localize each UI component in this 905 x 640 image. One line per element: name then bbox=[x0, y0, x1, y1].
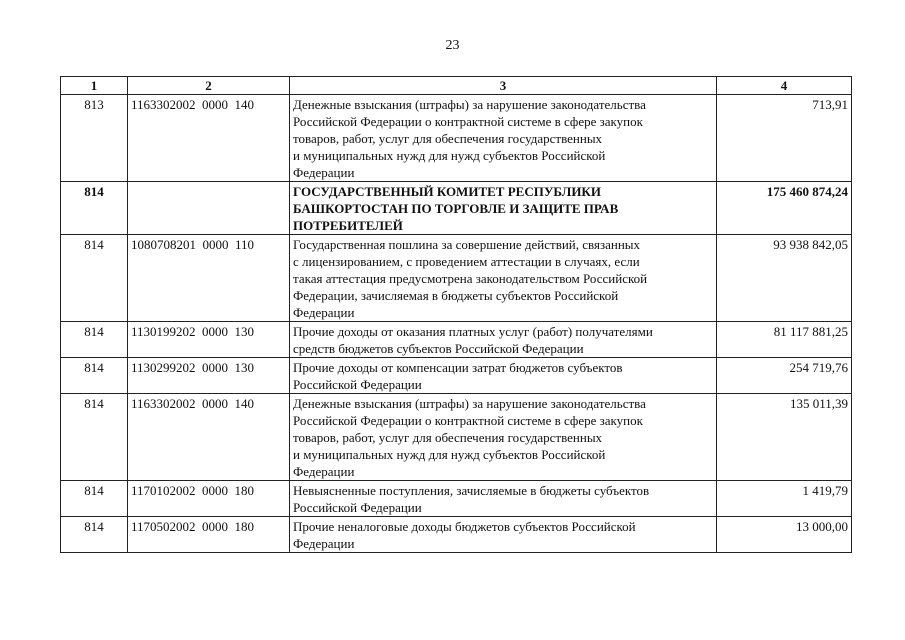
description-line: Российской Федерации bbox=[293, 377, 422, 392]
admin-code: 814 bbox=[61, 517, 128, 553]
budget-code: 1170502002 0000 180 bbox=[128, 517, 290, 553]
admin-code: 814 bbox=[61, 481, 128, 517]
revenue-table bbox=[60, 76, 852, 553]
budget-code bbox=[128, 182, 290, 235]
page-number: 23 bbox=[445, 38, 460, 53]
description-line: средств бюджетов субъектов Российской Федерации bbox=[293, 341, 584, 356]
description-line: Прочие доходы от оказания платных услуг (работ) получателями bbox=[293, 324, 653, 339]
description bbox=[290, 235, 717, 322]
description bbox=[290, 322, 717, 358]
amount: 81 117 881,25 bbox=[717, 322, 852, 358]
description-line: Прочие доходы от компенсации затрат бюджетов субъектов bbox=[293, 360, 623, 375]
description-line: Денежные взыскания (штрафы) за нарушение законодательства bbox=[293, 396, 646, 411]
description-line: Прочие неналоговые доходы бюджетов субъектов Российской bbox=[293, 519, 636, 534]
budget-code: 1170102002 0000 180 bbox=[128, 481, 290, 517]
header-row bbox=[61, 77, 852, 95]
description-line: Федерации bbox=[293, 536, 355, 551]
description bbox=[290, 182, 717, 235]
description-line: Невыясненные поступления, зачисляемые в бюджеты субъектов bbox=[293, 483, 650, 498]
header-col-3: 3 bbox=[290, 77, 717, 95]
description-line: и муниципальных нужд для нужд субъектов Российской bbox=[293, 447, 606, 462]
budget-code: 1130299202 0000 130 bbox=[128, 358, 290, 394]
table-row bbox=[61, 481, 852, 517]
header-col-4: 4 bbox=[717, 77, 852, 95]
amount: 254 719,76 bbox=[717, 358, 852, 394]
table-row-section bbox=[61, 182, 852, 235]
header-col-1: 1 bbox=[61, 77, 128, 95]
description bbox=[290, 358, 717, 394]
description-line: Федерации bbox=[293, 464, 355, 479]
admin-code: 814 bbox=[61, 322, 128, 358]
admin-code: 814 bbox=[61, 182, 128, 235]
budget-code: 1080708201 0000 110 bbox=[128, 235, 290, 322]
admin-code: 814 bbox=[61, 235, 128, 322]
description-line: ГОСУДАРСТВЕННЫЙ КОМИТЕТ РЕСПУБЛИКИ bbox=[293, 184, 601, 199]
header-col-2: 2 bbox=[128, 77, 290, 95]
description-line: Российской Федерации bbox=[293, 500, 422, 515]
budget-code: 1163302002 0000 140 bbox=[128, 394, 290, 481]
description-line: и муниципальных нужд для нужд субъектов Российской bbox=[293, 148, 606, 163]
description-line: Денежные взыскания (штрафы) за нарушение законодательства bbox=[293, 97, 646, 112]
description-line: с лицензированием, с проведением аттестации в случаях, если bbox=[293, 254, 640, 269]
description-line: Государственная пошлина за совершение действий, связанных bbox=[293, 237, 641, 252]
description bbox=[290, 394, 717, 481]
table-row bbox=[61, 517, 852, 553]
amount: 1 419,79 bbox=[717, 481, 852, 517]
description-line: ПОТРЕБИТЕЛЕЙ bbox=[293, 218, 403, 233]
table-row bbox=[61, 394, 852, 481]
amount: 713,91 bbox=[717, 95, 852, 182]
description-line: Федерации bbox=[293, 165, 355, 180]
description-line: Российской Федерации о контрактной системе в сфере закупок bbox=[293, 413, 643, 428]
table-row bbox=[61, 235, 852, 322]
table-row bbox=[61, 322, 852, 358]
amount: 93 938 842,05 bbox=[717, 235, 852, 322]
description-line: Федерации bbox=[293, 305, 355, 320]
admin-code: 814 bbox=[61, 358, 128, 394]
description-line: Федерации, зачисляемая в бюджеты субъектов Российской bbox=[293, 288, 619, 303]
table-row bbox=[61, 95, 852, 182]
admin-code: 814 bbox=[61, 394, 128, 481]
description-line: такая аттестация предусмотрена законодательством Российской bbox=[293, 271, 648, 286]
admin-code: 813 bbox=[61, 95, 128, 182]
description bbox=[290, 517, 717, 553]
budget-code: 1163302002 0000 140 bbox=[128, 95, 290, 182]
description-line: Российской Федерации о контрактной системе в сфере закупок bbox=[293, 114, 643, 129]
amount: 13 000,00 bbox=[717, 517, 852, 553]
amount: 175 460 874,24 bbox=[717, 182, 852, 235]
description-line: товаров, работ, услуг для обеспечения государственных bbox=[293, 430, 603, 445]
description bbox=[290, 95, 717, 182]
table-row bbox=[61, 358, 852, 394]
description bbox=[290, 481, 717, 517]
budget-code: 1130199202 0000 130 bbox=[128, 322, 290, 358]
amount: 135 011,39 bbox=[717, 394, 852, 481]
description-line: товаров, работ, услуг для обеспечения государственных bbox=[293, 131, 603, 146]
description-line: БАШКОРТОСТАН ПО ТОРГОВЛЕ И ЗАЩИТЕ ПРАВ bbox=[293, 201, 619, 216]
